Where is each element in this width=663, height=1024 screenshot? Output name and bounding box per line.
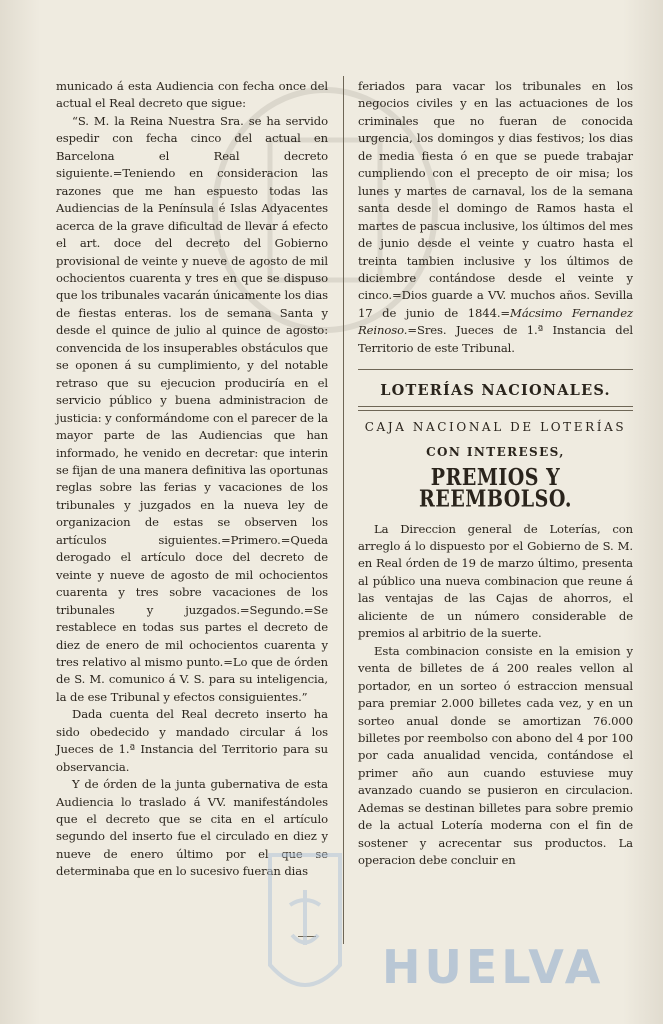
right-paragraph-1-end: =Sres. Jueces de 1.ª Instancia del Territorio de este Tribunal. — [358, 323, 633, 355]
right-paragraph-1 — [358, 78, 633, 357]
heading-rule — [358, 406, 633, 411]
signature-name: Mácsimo Fernandez Reinoso. — [358, 305, 633, 338]
left-paragraph-3: Dada cuenta del Real decreto inserto ha sido obedecido y mandado circular á los Jueces de 1.ª Instancia del Territorio para su observancia. — [56, 707, 328, 774]
left-paragraph-4: Y de órden de la junta gubernativa de esta Audiencia lo traslado á VV. manifestándoles que el decreto que se cita en el artículo segundo del inserto fue el circulado en diez y nueve de enero último por el que se determinaba que en lo sucesivo fueran dias — [56, 777, 328, 879]
lottery-subheading-2: CON INTERESES, — [426, 445, 565, 460]
left-text-column — [56, 78, 328, 881]
right-paragraph-1-text: feriados para vacar los tribunales en los negocios civiles y en las actuaciones de los criminales que no fueran de conocida urgencia, los domingos y dias festivos; los dias de media fiesta ó en que se puede trabajar cumpliendo con el precepto de oir misa; los lunes y martes de carnaval, los de la semana santa desde el domingo de Ramos hasta el martes de pascua inclusive, los últimos del mes de junio desde el veinte y cuatro hasta el treinta tambien inclusive y los últimos de diciembre contándose desde el veinte y cinco.=Dios guarde a VV. muchos años. Sevilla 17 de junio de 1844.= — [358, 79, 633, 320]
left-paragraph-2: “S. M. la Reina Nuestra Sra. se ha servido espedir con fecha cinco del actual en Barcelona el Real decreto siguiente.=Teniendo en consideracion las razones que me han espuesto todas las Audiencias de la Península é Islas Adyacentes acerca de la grave dificultad de llevar á efecto el art. doce del decreto del Gobierno provisional de veinte y nueve de agosto de mil ochocientos cuarenta y tres en que se dispuso que los tribunales vacarán únicamente los dias de fiestas enteras. los de semana Santa y desde el quince de julio al quince de agosto: convencida de los insuperables obstáculos que se oponen á su cumplimiento, y del notable retraso que su ejecucion produciría en el servicio público y buena administracion de justicia: y conformándome con el parecer de la mayor parte de las Audiencias que han informado, he venido en decretar: que interin se fijan de una manera definitiva las oportunas reglas sobre las ferias y vacaciones de los tribunales y juzgados en la nueva ley de organizacion de estas se observen los artículos siguientes.=Primero.=Queda derogado el artículo doce del decreto de veinte y nueve de agosto de mil ochocientos cuarenta y tres sobre vacaciones de los tribunales y juzgados.=Segundo.=Se restablece en todas sus partes el decreto de diez de enero de mil ochocientos cuarenta y tres relativo al mismo punto.=Lo que de órden de S. M. comunico á V. S. para su inteligencia, la de ese Tribunal y efectos consiguientes.” — [56, 113, 328, 704]
lottery-subheading: CAJA NACIONAL DE LOTERÍAS — [364, 419, 627, 434]
left-paragraph-1: municado á esta Audiencia con fecha once del actual el Real decreto que sigue: — [56, 79, 328, 111]
right-paragraph-2: La Direccion general de Loterías, con arreglo á lo dispuesto por el Gobierno de S. M. en Real órden de 19 de marzo último, presenta al público una nueva combinacion que reune á las ventajas de las Cajas de ahorros, el aliciente de un número considerable de premios al arbitrio de la suerte. — [358, 521, 633, 641]
watermark-text: HUELVA — [382, 940, 605, 994]
lottery-heading: LOTERÍAS NACIONALES. — [380, 382, 611, 400]
lottery-title: PREMIOS Y REEMBOLSO. — [419, 463, 572, 513]
right-text-column — [358, 78, 633, 870]
section-divider — [358, 369, 633, 370]
right-paragraph-3: Esta combinacion consiste en la emision y venta de billetes de á 200 reales vellon al portador, en un sorteo ó estraccion mensual para premiar 2.000 billetes cada vez, y en un sorteo anual donde se amortizan 76.000 billetes por reembolso con abono del 4 por 100 por cada anualidad vencida, contándose el primer año aun cuando estuviese muy avanzado cuando se pusieron en circulacion. Ademas se destinan billetes para sobre premio de la actual Lotería moderna con el fin de sostener y acrecentar sus productos. La operacion debe concluir en — [358, 643, 633, 868]
column-divider — [343, 76, 344, 944]
